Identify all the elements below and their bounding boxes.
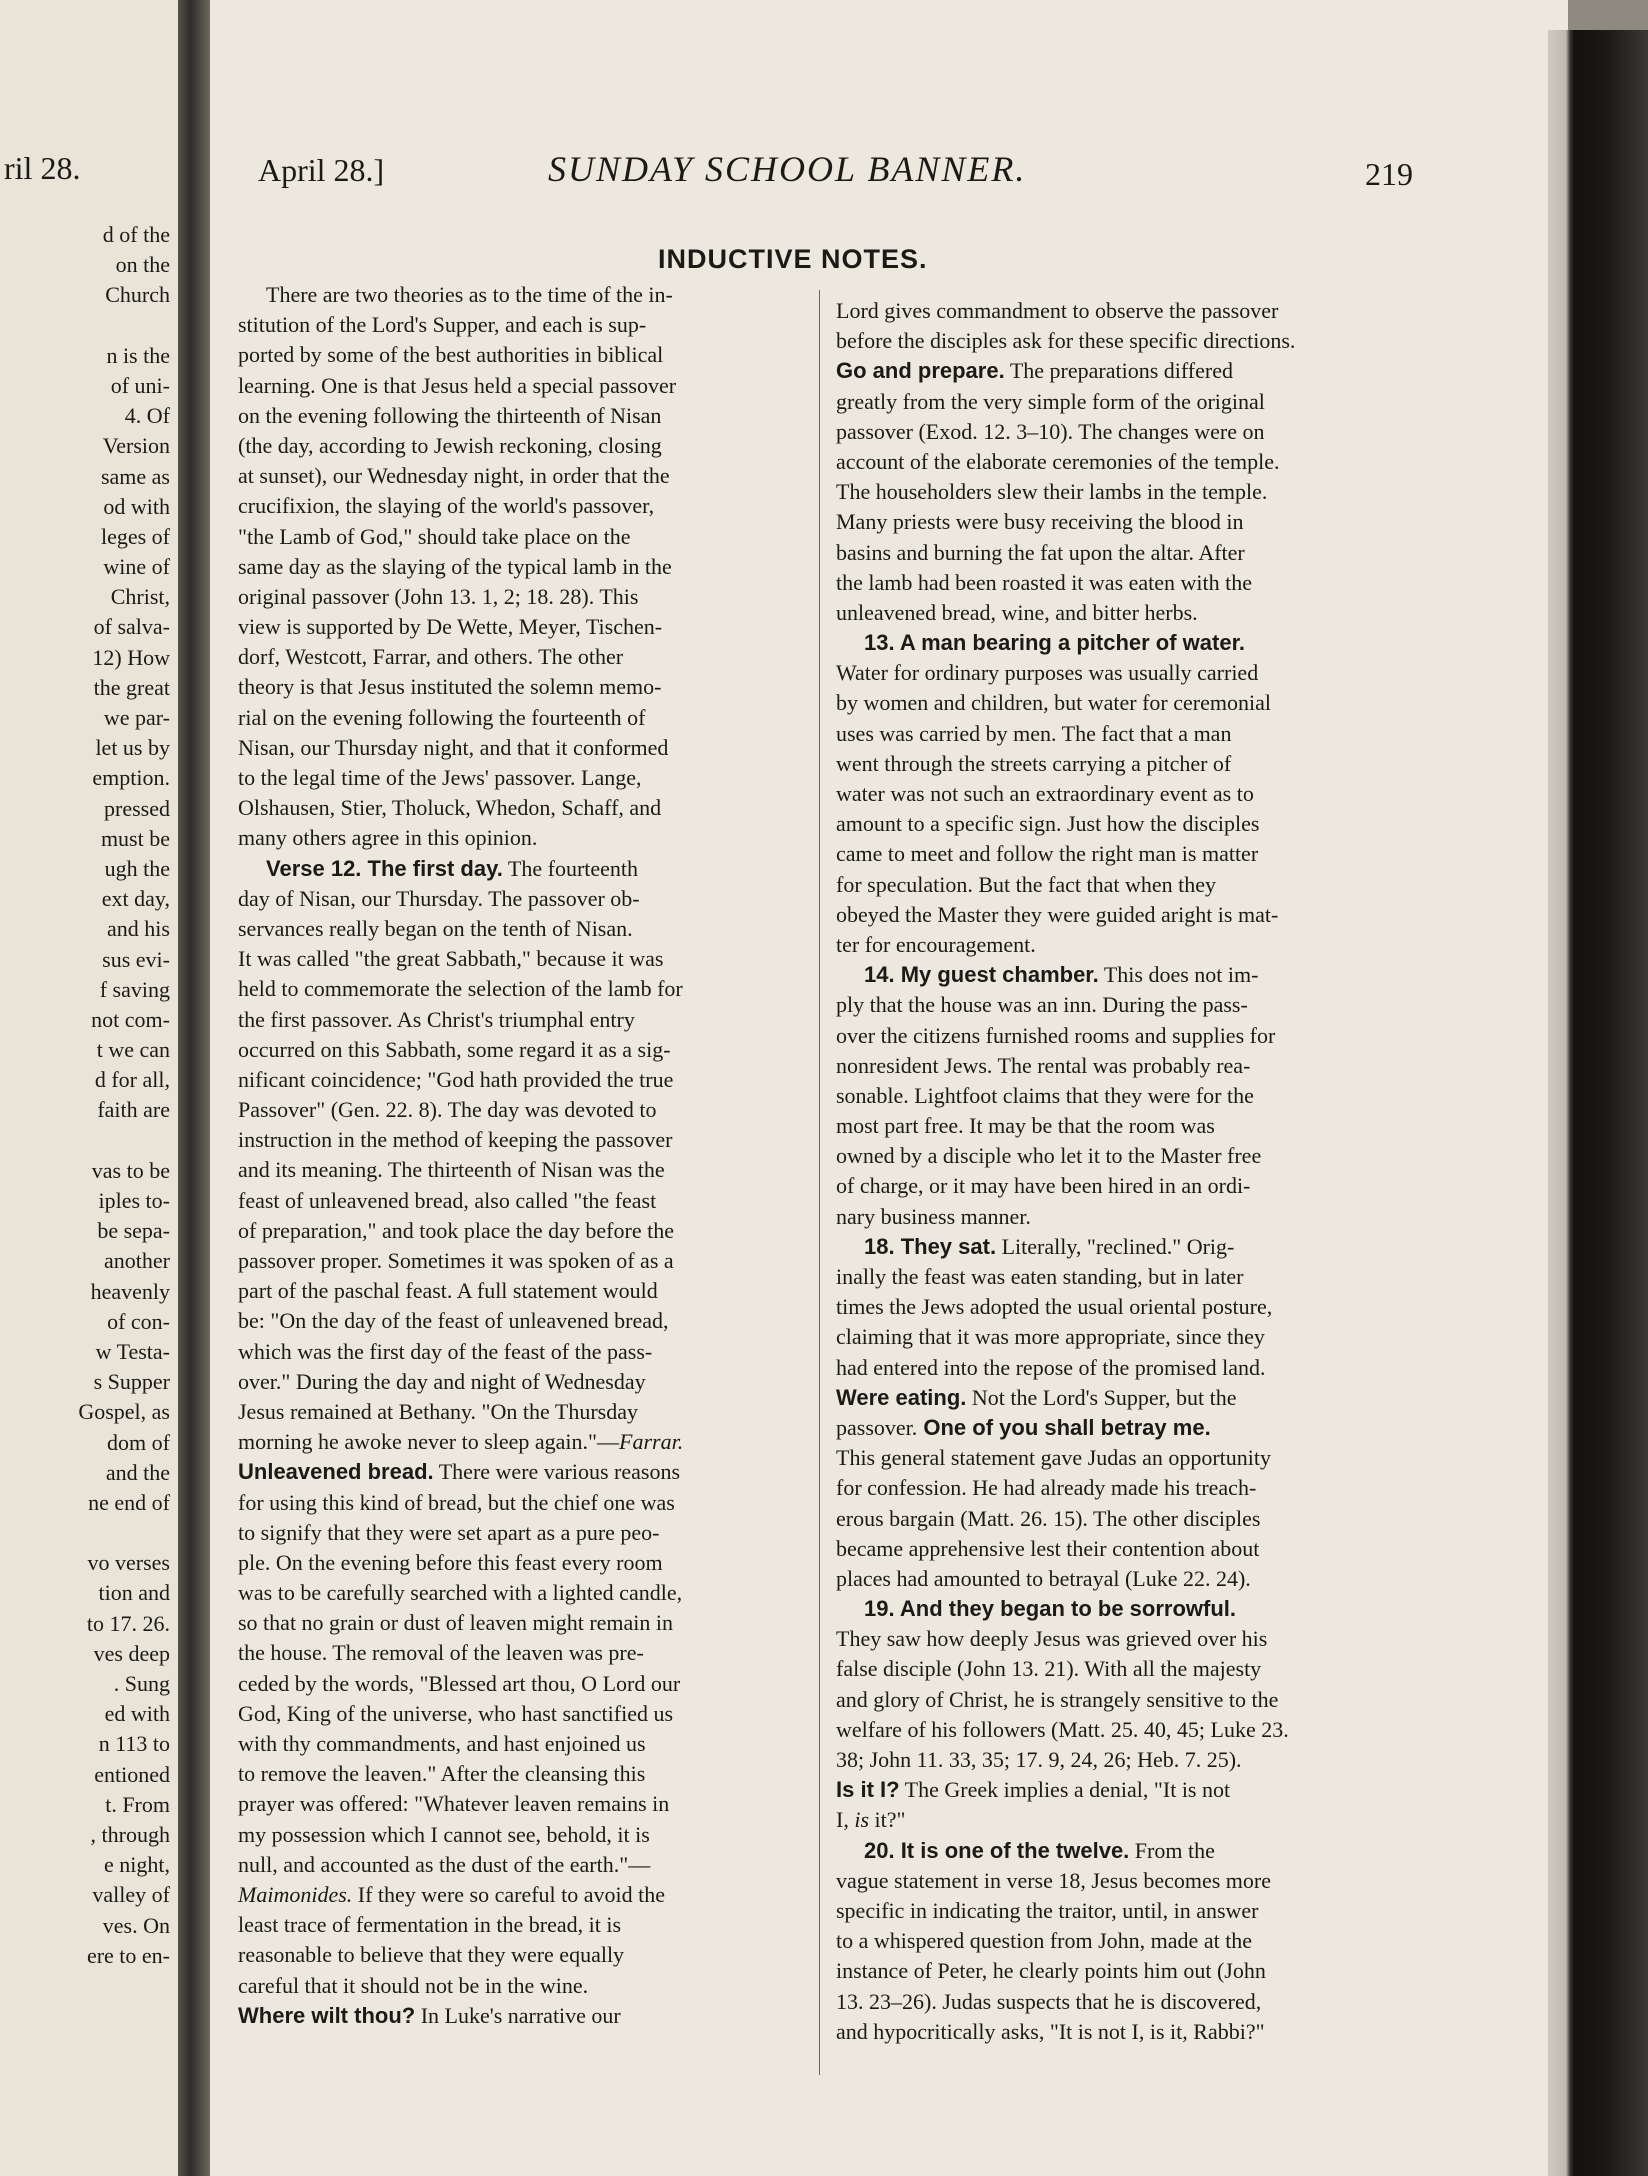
- text-line: greatly from the very simple form of the original: [836, 388, 1265, 414]
- facing-page-line: ves deep: [93, 1640, 170, 1666]
- facing-page-line: on the: [115, 252, 170, 278]
- text-line: part of the paschal feast. A full statement would: [238, 1278, 658, 1304]
- text-line: rial on the evening following the fourteenth of: [238, 704, 646, 730]
- text-line: unleavened bread, wine, and bitter herbs.: [836, 599, 1198, 625]
- verse-13-heading: 13. A man bearing a pitcher of water.: [864, 630, 1246, 656]
- facing-page-line: Christ,: [110, 584, 170, 610]
- text-line: for speculation. But the fact that when they: [836, 871, 1216, 897]
- text-line: at sunset), our Wednesday night, in order that the: [238, 463, 670, 489]
- text-line: welfare of his followers (Matt. 25. 40, 45; Luke 23.: [836, 1716, 1289, 1742]
- text-line: ceded by the words, "Blessed art thou, O Lord our: [238, 1670, 681, 1696]
- text-line: ple. On the evening before this feast every room: [238, 1549, 663, 1575]
- facing-page-line: [78, 311, 170, 341]
- facing-page-line: dom of: [107, 1429, 170, 1455]
- text-line: (the day, according to Jewish reckoning, closing: [238, 432, 662, 458]
- unleavened-paragraph: [238, 1488, 803, 1880]
- facing-page-line: emption.: [92, 765, 170, 791]
- section-title: INDUCTIVE NOTES.: [658, 244, 928, 274]
- text-line: owned by a disciple who let it to the Master free: [836, 1143, 1262, 1169]
- text-line: specific in indicating the traitor, until, in answer: [836, 1897, 1259, 1923]
- text-line: original passover (John 13. 1, 2; 18. 28). This: [238, 583, 639, 609]
- page-number: 219: [1365, 156, 1413, 192]
- text-line: learning. One is that Jesus held a special passover: [238, 372, 677, 398]
- verse-19-line: [836, 1594, 1406, 1624]
- text-line: "the Lamb of God," should take place on the: [238, 523, 631, 549]
- facing-page-line: iples to-: [98, 1188, 170, 1213]
- text-line: careful that it should not be in the wine.: [238, 1972, 589, 1998]
- verse-12-line: Verse 12. The first day. The fourteenth: [266, 855, 639, 881]
- verse-20-heading: 20. It is one of the twelve.: [864, 1837, 1130, 1863]
- facing-page-line: ext day,: [101, 886, 170, 912]
- text-line: passover (Exod. 12. 3–10). The changes were on: [836, 418, 1265, 444]
- verse-14-paragraph: [836, 990, 1406, 1232]
- facing-page-line: w Testa-: [95, 1338, 170, 1364]
- text-line: The householders slew their lambs in the temple.: [836, 479, 1268, 505]
- text-line: instruction in the method of keeping the passover: [238, 1127, 673, 1153]
- text-line: so that no grain or dust of leaven might remain in: [238, 1610, 674, 1636]
- text-line: and its meaning. The thirteenth of Nisan was the: [238, 1157, 665, 1183]
- text-line: to remove the leaven." After the cleansing this: [238, 1761, 646, 1787]
- text-line: obeyed the Master they were guided aright is mat-: [836, 901, 1279, 927]
- facing-page-line: the great: [93, 674, 170, 700]
- text-line: ported by some of the best authorities in biblical: [238, 342, 664, 368]
- text-line: 13. 23–26). Judas suspects that he is discovered,: [836, 1988, 1262, 2014]
- facing-page-line: ne end of: [88, 1489, 170, 1515]
- text-line: same day as the slaying of the typical lamb in the: [238, 553, 672, 579]
- text-line: claiming that it was more appropriate, since they: [836, 1324, 1265, 1350]
- text-line: with thy commandments, and hast enjoined us: [238, 1731, 646, 1756]
- facing-page-line: let us by: [95, 735, 170, 761]
- verse-12-heading: Verse 12. The first day.: [266, 855, 503, 881]
- text-line: of charge, or it may have been hired in an ordi-: [836, 1173, 1251, 1199]
- text-line: for using this kind of bread, but the chief one was: [238, 1489, 675, 1515]
- right-column: [836, 296, 1406, 2047]
- left-column: [238, 280, 803, 2031]
- text-line: dorf, Westcott, Farrar, and others. The other: [238, 644, 624, 670]
- text-line: day of Nisan, our Thursday. The passover ob-: [238, 885, 640, 911]
- text-line: theory is that Jesus instituted the solemn memo-: [238, 674, 662, 700]
- text-line: and hypocritically asks, "It is not I, is it, Rabbi?": [836, 2018, 1265, 2044]
- header-date: April 28.]: [258, 152, 385, 188]
- facing-page-line: d of the: [102, 222, 170, 247]
- verse-12-paragraph: [238, 884, 803, 1427]
- facing-page-line: to 17. 26.: [86, 1610, 170, 1636]
- facing-page-line: Version: [102, 433, 170, 459]
- text-line: null, and accounted as the dust of the earth."—: [238, 1851, 651, 1877]
- unleavened-heading: Unleavened bread.: [238, 1459, 434, 1485]
- text-line: Nisan, our Thursday night, and that it conformed: [238, 734, 669, 760]
- facing-page-line: t we can: [96, 1037, 170, 1063]
- text-line: most part free. It may be that the room was: [836, 1113, 1215, 1139]
- text-line: nificant coincidence; "God hath provided the true: [238, 1066, 674, 1092]
- verse-13-line: [836, 628, 1406, 658]
- text-line: least trace of fermentation in the bread, it is: [238, 1912, 622, 1938]
- text-line: Lord gives commandment to observe the passover: [836, 298, 1279, 323]
- facing-page-header: ril 28.: [4, 150, 81, 186]
- facing-page-line: heavenly: [90, 1278, 170, 1304]
- facing-page-line: n 113 to: [98, 1731, 170, 1757]
- go-prepare-heading: Go and prepare.: [836, 358, 1005, 384]
- facing-page-line: entioned: [94, 1761, 170, 1787]
- text-line: crucifixion, the slaying of the world's passover,: [238, 493, 655, 519]
- intro-paragraph: [238, 280, 803, 854]
- facing-page-line: wine of: [103, 554, 170, 580]
- text-line: prayer was offered: "Whatever leaven remains in: [238, 1791, 670, 1817]
- text-line: This general statement gave Judas an opportunity: [836, 1445, 1271, 1471]
- text-line: before the disciples ask for these specific directions.: [836, 328, 1296, 354]
- were-eating-heading: Were eating.: [836, 1384, 967, 1410]
- farrar-citation: Farrar.: [619, 1429, 684, 1455]
- text-line: the house. The removal of the leaven was pre-: [238, 1640, 644, 1666]
- continued-paragraph: [836, 296, 1406, 356]
- facing-page-line: . Sung: [113, 1671, 170, 1696]
- verse-14-line: 14. My guest chamber. This does not im-: [864, 962, 1259, 988]
- text-line: basins and burning the fat upon the altar. After: [836, 539, 1245, 565]
- unleavened-paragraph-end: [238, 1910, 803, 2001]
- text-line: ply that the house was an inn. During the pass-: [836, 992, 1248, 1018]
- text-line: stitution of the Lord's Supper, and each is sup-: [238, 312, 647, 338]
- text-line: the first passover. As Christ's triumphal entry: [238, 1006, 635, 1032]
- header-title: SUNDAY SCHOOL BANNER.: [548, 149, 1027, 189]
- facing-page-line: Church: [105, 282, 170, 308]
- text-line: God, King of the universe, who hast sanctified us: [238, 1700, 674, 1726]
- text-line: It was called "the great Sabbath," because it was: [238, 946, 664, 972]
- text-line: nary business manner.: [836, 1203, 1031, 1229]
- facing-page-line: , through: [90, 1821, 170, 1847]
- is-it-i-end-line: I, is it?": [836, 1807, 906, 1833]
- text-line: on the evening following the thirteenth of Nisan: [238, 402, 662, 428]
- facing-page-line: faith are: [97, 1097, 170, 1123]
- facing-page-line: od with: [103, 493, 170, 519]
- facing-page-line: vas to be: [91, 1157, 170, 1183]
- verse-18-heading: 18. They sat.: [864, 1233, 997, 1259]
- eating-line: Were eating. Not the Lord's Supper, but the: [836, 1384, 1237, 1410]
- book-edge: [1548, 30, 1648, 2176]
- text-line: be: "On the day of the feast of unleavened bread,: [238, 1308, 669, 1334]
- facing-page-line: of con-: [107, 1308, 170, 1334]
- book-gutter: [178, 0, 210, 2176]
- text-line: to a whispered question from John, made at the: [836, 1928, 1253, 1954]
- text-line: my possession which I cannot see, behold, it is: [238, 1821, 650, 1847]
- facing-page-line: tion and: [98, 1580, 170, 1606]
- facing-page-line: of salva-: [93, 614, 170, 640]
- facing-page-line: not com-: [91, 1006, 170, 1032]
- text-line: held to commemorate the selection of the lamb for: [238, 976, 683, 1002]
- facing-page-line: and his: [107, 916, 170, 942]
- facing-page-line: ere to en-: [86, 1942, 170, 1968]
- facing-page-line: [78, 1518, 170, 1548]
- text-line: Many priests were busy receiving the blood in: [836, 509, 1244, 535]
- text-line: inally the feast was eaten standing, but in later: [836, 1264, 1244, 1289]
- facing-page-line: [78, 1126, 170, 1156]
- is-it-i-line: Is it I? The Greek implies a denial, "It is not: [836, 1777, 1231, 1803]
- text-line: vague statement in verse 18, Jesus becomes more: [836, 1867, 1271, 1893]
- text-line: instance of Peter, he clearly points him out (John: [836, 1958, 1266, 1984]
- text-line: Jesus remained at Bethany. "On the Thursday: [238, 1398, 638, 1424]
- farrar-line: morning he awoke never to sleep again."—Farrar.: [238, 1429, 684, 1455]
- text-line: uses was carried by men. The fact that a man: [836, 720, 1232, 746]
- text-line: was to be carefully searched with a lighted candle,: [238, 1580, 683, 1606]
- facing-page-line: vo verses: [87, 1550, 170, 1576]
- verse-20-line: 20. It is one of the twelve. From the: [864, 1837, 1215, 1863]
- text-line: feast of unleavened bread, also called "the feast: [238, 1187, 657, 1213]
- is-it-i-heading: Is it I?: [836, 1777, 900, 1803]
- where-line: Where wilt thou? In Luke's narrative our: [238, 2002, 621, 2028]
- facing-page-line: t. From: [105, 1791, 170, 1817]
- facing-page-line: s Supper: [93, 1369, 170, 1395]
- facing-page-line: same as: [100, 463, 170, 489]
- verse-18-line: 18. They sat. Literally, "reclined." Orig-: [864, 1233, 1235, 1259]
- facing-page-line: another: [104, 1248, 170, 1274]
- verse-19-paragraph: [836, 1624, 1406, 1775]
- text-line: many others agree in this opinion.: [238, 825, 538, 851]
- text-line: Olshausen, Stier, Tholuck, Whedon, Schaff, and: [238, 795, 662, 821]
- running-header: [258, 148, 1413, 208]
- facing-page-line: leges of: [100, 523, 170, 549]
- facing-page-line: sus evi-: [102, 946, 170, 972]
- facing-page-text: [78, 220, 170, 1971]
- column-rule: [819, 290, 820, 2075]
- maimonides-line: Maimonides. If they were so careful to avoid the: [238, 1881, 666, 1907]
- text-line: occurred on this Sabbath, some regard it as a sig-: [238, 1036, 671, 1062]
- facing-page-line: pressed: [104, 795, 170, 821]
- text-line: false disciple (John 13. 21). With all the majesty: [836, 1656, 1262, 1682]
- text-line: erous bargain (Matt. 26. 15). The other disciples: [836, 1505, 1261, 1531]
- facing-page-line: 4. Of: [124, 403, 170, 429]
- text-line: They saw how deeply Jesus was grieved over his: [836, 1626, 1268, 1652]
- text-line: 38; John 11. 33, 35; 17. 9, 24, 26; Heb. 7. 25).: [836, 1747, 1242, 1772]
- text-line: came to meet and follow the right man is matter: [836, 841, 1259, 867]
- betray-line: passover. One of you shall betray me.: [836, 1414, 1211, 1440]
- betray-paragraph: [836, 1443, 1406, 1594]
- facing-page-line: ugh the: [104, 855, 170, 881]
- verse-20-paragraph: [836, 1866, 1406, 2047]
- text-line: which was the first day of the feast of the pass-: [238, 1338, 653, 1364]
- facing-page-line: d for all,: [94, 1067, 170, 1093]
- facing-page-line: must be: [100, 825, 170, 851]
- text-line: of preparation," and took place the day before the: [238, 1217, 674, 1243]
- text-line: account of the elaborate ceremonies of the temple.: [836, 448, 1280, 474]
- text-line: over the citizens furnished rooms and supplies for: [836, 1022, 1276, 1048]
- text-line: had entered into the repose of the promised land.: [836, 1354, 1266, 1380]
- maimonides-citation: Maimonides.: [238, 1881, 353, 1907]
- text-line: passover proper. Sometimes it was spoken of as a: [238, 1248, 674, 1273]
- text-line: nonresident Jews. The rental was probably rea-: [836, 1052, 1251, 1078]
- text-line: the lamb had been roasted it was eaten with the: [836, 569, 1253, 595]
- facing-page-line: of uni-: [110, 372, 170, 398]
- betray-heading: One of you shall betray me.: [917, 1414, 1211, 1440]
- facing-page-line: 12) How: [92, 644, 170, 670]
- facing-page-line: and the: [105, 1459, 170, 1485]
- text-line: became apprehensive lest their contention about: [836, 1535, 1260, 1561]
- facing-page-fragment: [0, 0, 178, 2176]
- text-line: and glory of Christ, he is strangely sensitive to the: [836, 1686, 1279, 1712]
- facing-page-line: e night,: [104, 1852, 170, 1878]
- text-line: places had amounted to betrayal (Luke 22. 24).: [836, 1565, 1251, 1591]
- text-line: for confession. He had already made his treach-: [836, 1475, 1257, 1501]
- text-line: sonable. Lightfoot claims that they were for the: [836, 1082, 1254, 1108]
- verse-14-heading: 14. My guest chamber.: [864, 962, 1099, 988]
- text-line: by women and children, but water for ceremonial: [836, 690, 1271, 716]
- text-line: water was not such an extraordinary event as to: [836, 781, 1254, 806]
- text-line: times the Jews adopted the usual oriental posture,: [836, 1294, 1273, 1320]
- facing-page-line: we par-: [103, 705, 170, 730]
- facing-page-line: ves. On: [102, 1912, 170, 1938]
- text-line: went through the streets carrying a pitcher of: [836, 750, 1232, 776]
- text-line: servances really began on the tenth of Nisan.: [238, 915, 633, 941]
- text-line: to signify that they were set apart as a pure peo-: [238, 1519, 660, 1545]
- text-line: over." During the day and night of Wednesday: [238, 1368, 646, 1394]
- facing-page-line: ed with: [104, 1701, 170, 1727]
- text-line: view is supported by De Wette, Meyer, Tischen-: [238, 614, 663, 640]
- text-line: There are two theories as to the time of the in-: [266, 282, 673, 307]
- facing-page-line: n is the: [106, 342, 170, 368]
- facing-page-line: Gospel, as: [78, 1399, 170, 1425]
- unleavened-line: Unleavened bread. There were various reasons: [238, 1459, 681, 1485]
- facing-page-line: be sepa-: [97, 1218, 170, 1244]
- verse-13-paragraph: [836, 658, 1406, 960]
- text-line: reasonable to believe that they were equally: [238, 1942, 625, 1968]
- text-line: amount to a specific sign. Just how the disciples: [836, 811, 1260, 837]
- verse-18-paragraph: [836, 1262, 1406, 1383]
- facing-page-line: valley of: [92, 1882, 170, 1908]
- where-heading: Where wilt thou?: [238, 2002, 416, 2028]
- verse-19-heading: 19. And they began to be sorrowful.: [864, 1596, 1237, 1622]
- text-line: ter for encouragement.: [836, 931, 1036, 957]
- facing-page-line: f saving: [99, 976, 170, 1002]
- text-line: Water for ordinary purposes was usually carried: [836, 660, 1259, 686]
- go-prepare-paragraph: [836, 387, 1406, 629]
- text-line: Passover" (Gen. 22. 8). The day was devoted to: [238, 1097, 657, 1123]
- text-line: to the legal time of the Jews' passover. Lange,: [238, 765, 642, 790]
- go-line: Go and prepare. The preparations differed: [836, 358, 1233, 384]
